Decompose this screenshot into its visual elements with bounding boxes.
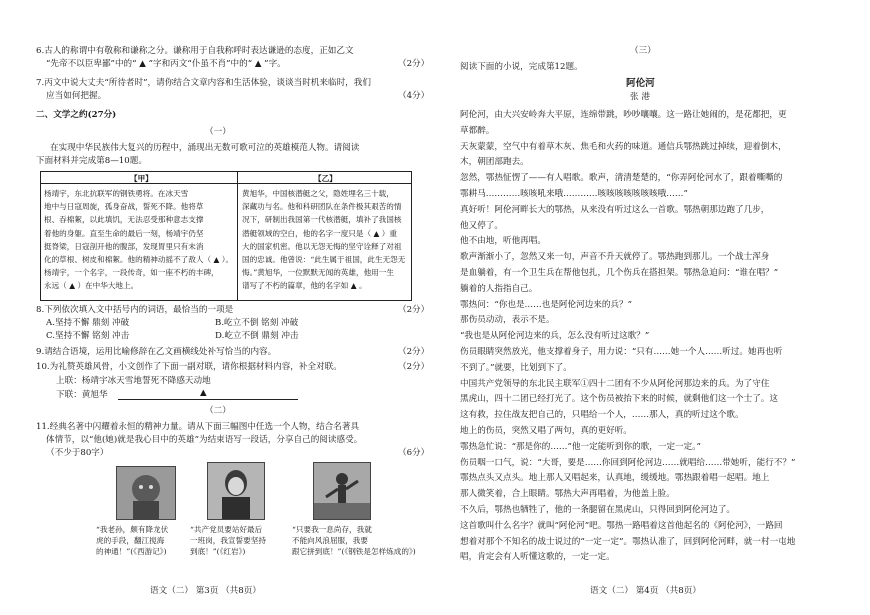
text-line: 木，朝团部跑去。	[460, 157, 529, 168]
text-line: 鄂热急忙说：“那是你的……”他一定能听到你的歌，一定一定。”	[460, 441, 701, 452]
text-line: 这有救，拉住战友把自己的，只唱给一个人，……那人，真的听过这个歌。	[460, 410, 744, 421]
text-line: 的神通！”(《西游记》)	[96, 547, 167, 556]
q9-stem: 9.请结合语境，运用比喻修辞在乙文画横线处补写恰当的内容。	[36, 347, 277, 357]
q8-option-d: D.屹立不倒 鼎刻 冲击	[215, 331, 299, 341]
text-line: 不到了。”就要，比划到下了。	[460, 362, 572, 373]
text-line: 他不由地，听他再唱。	[460, 236, 546, 247]
text-line: 永远（ ▲ ）在中华大地上。	[44, 281, 139, 291]
text-line: 跟它拼到底！”(《钢铁是怎样炼成的》)	[292, 547, 416, 556]
text-line: 黑虎山，四十二团已经打光了。这个伤员被抬下来的时候，就剩他们这一个士了。这	[460, 394, 778, 405]
q6-line1: 6.古人的称谓中有敬称和谦称之分。谦称用于自我称呼时表达谦逊的态度，正如乙文	[36, 46, 354, 56]
q7-line1: 7.丙文中说大丈夫“所待者时”，请你结合文章内容和生活体验，谈谈当时机来临时，我们	[36, 78, 371, 88]
couplet-lower-label: 下联：黄旭华	[56, 390, 108, 400]
text-line: 地中与日寇周旋，孤身奋战，誓死不降。他将草	[44, 202, 204, 212]
story-author: 张 港	[630, 92, 650, 102]
text-line: 不能向风浪屈服，我要	[292, 536, 368, 545]
couplet-lower-blank	[118, 390, 298, 400]
text-line: 鄂耕马…………咳咳吼来哦…………咳咳咳咳咳咳咳哦……”	[460, 189, 688, 199]
text-line: 黄旭华，中国核潜艇之父，隐姓埋名三十载，	[242, 189, 394, 198]
text-line: 杨靖宇，一个名字，一段传奇，如一座不朽的丰碑，	[44, 268, 219, 278]
illustration-jiang-jie	[207, 462, 265, 520]
text-line: 鄂热问：“你也是……也是阿伦河边来的兵？”	[460, 299, 633, 310]
box-divider	[237, 171, 238, 300]
text-line: 这首歌叫什么名字？就叫“阿伦河”吧。鄂热一路唱着这首他起名的《阿伦河》，一路回	[460, 520, 783, 531]
text-line: 阿伦河，由大兴安岭奔大平原，连绵带跳，吵吵嚷嚷。这一路让她闹的，是花都把，更	[460, 110, 787, 120]
text-line: 想着对那个不知名的战士说过的“一定一定”。鄂热认准了，回到阿伦河畔，就一村一屯地	[460, 536, 796, 547]
text-line: 杨靖宇，东北抗联军的钢铁勇将。在冰天雪	[44, 189, 189, 198]
text-line: 悔。”黄旭华，一位默默无闻的英雄，他用一生	[242, 268, 394, 278]
reading-intro: 阅读下面的小说，完成第12题。	[460, 62, 583, 72]
text-line: “只要我一息尚存，我就	[292, 525, 372, 534]
right-page	[440, 0, 870, 615]
text-line: 天灰蒙蒙，空气中有着草木灰、焦毛和火药的味道。通信兵鄂热跳过掉续，迎着倒木，	[460, 141, 787, 152]
text-line: 唱，肯定会有人听懂这歌的，一定一定。	[460, 552, 615, 563]
box-header-rule	[40, 183, 411, 184]
text-line: 歌声渐渐小了，忽然又来一句，声音不升天就停了。鄂热跑到那儿。一个战士浑身	[460, 252, 770, 263]
text-line: 化的草根、树皮和棉絮。他的精神动摇不了敌人（ ▲ ）。	[44, 255, 234, 264]
text-line: 那伤员动动，表示不是。	[460, 315, 555, 326]
box-head-yi: 【乙】	[314, 174, 337, 183]
q11-score: （6分）	[398, 448, 430, 458]
text-line: 到底！”(《红岩》)	[190, 547, 246, 556]
q8-option-a: A.坚持不懈 鼎刻 冲破	[46, 318, 130, 328]
text-line: 虎的手段，翻江搅海	[96, 536, 165, 545]
q6-line2: “先帝不以臣卑鄙”中的“ ▲ ”字和丙文“仆虽不肖”中的“ ▲ ”字。	[46, 59, 286, 69]
text-line: 一班岗，我宣誓要坚持	[190, 536, 266, 545]
text-line: 是血躺着，有一个卫生兵在帮他包扎，几个伤兵在搭担架。鄂热急迫问：“谁在唱？”	[460, 268, 779, 278]
text-line: 草都醉。	[460, 125, 495, 136]
q10-score: （2分）	[398, 362, 430, 372]
text-line: 况下，研制出我国第一代核潜艇，填补了我国核	[242, 215, 402, 225]
text-line: 着他的身躯。直至生命的最后一刻，杨靖宇仍坚	[44, 228, 204, 238]
q8-option-c: C.坚持不懈 铭刻 冲击	[46, 331, 130, 341]
text-line: 国的忠诚。他曾说：“此生属于祖国，此生无怨无	[242, 255, 406, 264]
q6-score: （2分）	[398, 59, 430, 69]
couplet-upper: 上联：杨靖宇冰天雪地誓死不降感天动地	[56, 376, 211, 386]
section-title: 二、文学之约(27分)	[36, 110, 117, 120]
text-line: 那人微笑着，合上眼睛。鄂热大声再唱着，为他盖上脸。	[460, 489, 675, 500]
illustration-pavel	[313, 462, 371, 520]
footer-page3: 语文（二） 第3页 （共8页）	[150, 586, 261, 596]
left-page	[0, 0, 430, 615]
q11-line2: 体情节，以“他(她)就是我心目中的英雄”为结束语写一段话，分享自己的阅读感受。	[46, 435, 363, 445]
q10-stem: 10.为礼赞英雄风骨，小文创作了下面一副对联，请你根据材料内容，补全对联。	[36, 362, 342, 372]
q11-line1: 11.经典名著中闪耀着永恒的精神力量。请从下面三幅图中任选一个人物，结合名著具	[36, 422, 360, 432]
footer-page4: 语文（二） 第4页 （共8页）	[590, 586, 701, 596]
text-line: “共产党员要站好最后	[190, 525, 263, 534]
text-line: 地上的伤员，突然又唱了两句，真的更好听。	[460, 426, 632, 436]
box-head-jia: 【甲】	[130, 174, 153, 183]
text-line: 伤员眼睛突然放光，他支撑着身子，用力说：“只有……她一个人……听过。她再也听	[460, 347, 783, 357]
q7-score: （4分）	[398, 91, 430, 101]
text-line: “我也是从阿伦河边来的兵，怎么没有听过这歌？”	[460, 331, 650, 342]
text-line: 不久后，鄂热也牺牲了，他的一条腿留在黑虎山，只得回到阿伦河边了。	[460, 505, 736, 515]
couplet-blank-mark: ▲	[200, 388, 207, 398]
text-line: 挺脊梁，日寇剖开他的腹部，发现胃里只有未消	[44, 241, 204, 251]
part-three-heading: （三）	[630, 46, 656, 56]
q7-line2: 应当如何把握。	[46, 91, 107, 101]
intro-line1: 在实现中华民族伟大复兴的历程中，涌现出无数可歌可泣的英雄模范人物。请阅读	[50, 143, 360, 153]
text-line: “我老孙，颇有降龙伏	[96, 525, 169, 534]
text-line: 中国共产党领导的东北民主联军①四十二团有不少从阿伦河那边来的兵。为了守住	[460, 378, 770, 389]
text-line: 大的国家机密。他以无怨无悔的坚守诠释了对祖	[242, 241, 402, 251]
intro-line2: 下面材料并完成第8—10题。	[36, 156, 147, 166]
text-line: 真好听！阿伦河畔长大的鄂热，从来没有听过这么一首歌。鄂热朝那边跑了几步，	[460, 204, 770, 215]
text-line: 谱写了不朽的篇章，他的名字如 ▲ 。	[242, 281, 367, 291]
text-line: 伤员咽一口气，说：“大哥，要是……你回到阿伦河边……就唱给……带她听，能行不？”	[460, 457, 796, 468]
q8-option-b: B.屹立不倒 铭刻 冲破	[215, 318, 299, 328]
q9-score: （2分）	[398, 347, 430, 357]
text-line: 躺着的人指指自己。	[460, 283, 538, 294]
q8-score: （2分）	[398, 305, 430, 315]
q8-stem: 8.下列依次填入文中括号内的词语，最恰当的一项是	[36, 305, 234, 315]
text-line: 潜艇领域的空白，他的名字一度只是（ ▲ ）重	[242, 228, 397, 238]
text-line: 深藏功与名。他和科研团队在条件极其艰苦的情	[242, 202, 402, 212]
text-line: 忽然，鄂热怔愣了——有人唱歌。歌声，清清楚楚的，“你弄阿伦河水了，跟着嘶嘶的	[460, 173, 783, 184]
text-line: 他又停了。	[460, 220, 503, 231]
part-two-heading: （二）	[205, 406, 231, 416]
text-line: 根、吞棉絮，以此填饥，无法忍受那种意志支撑	[44, 215, 204, 225]
illustration-monkey-king	[116, 466, 176, 520]
part-one-heading: （一）	[205, 127, 231, 137]
story-title: 阿伦河	[626, 78, 655, 89]
q11-line3: （不少于80字）	[46, 448, 109, 458]
text-line: 鄂热点头又点头。地上那人又唱起来，认真地，缓缓地。鄂热跟着唱一起唱。地上	[460, 473, 770, 484]
